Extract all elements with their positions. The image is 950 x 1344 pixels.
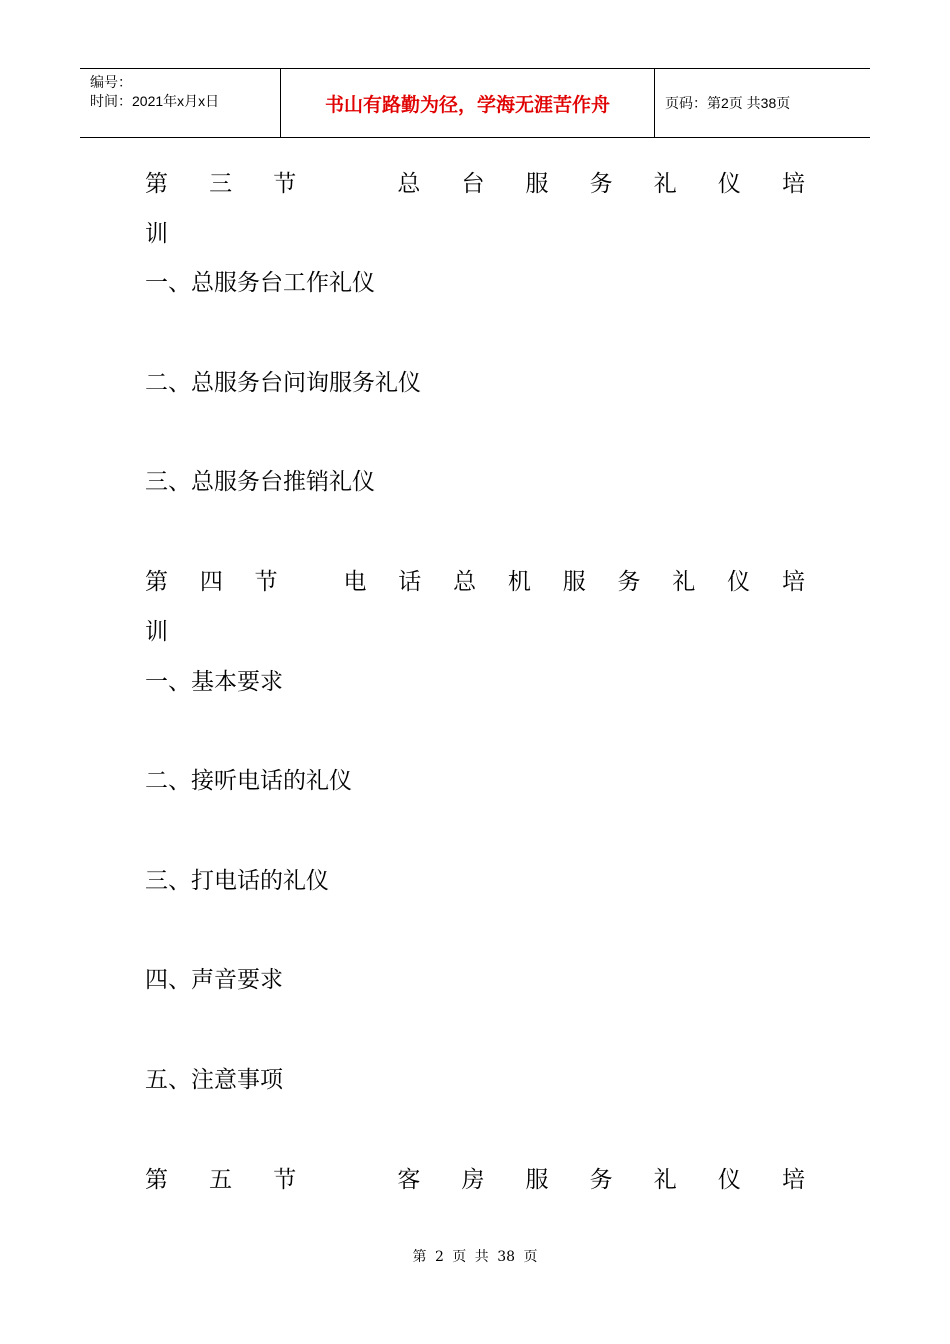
heading-char: 培	[781, 569, 805, 595]
section-5-heading	[145, 1165, 805, 1195]
serial-label: 编号：	[90, 74, 132, 90]
heading-char: 礼	[672, 569, 696, 595]
heading-char: 培	[781, 1167, 805, 1193]
heading-char: 机	[507, 569, 531, 595]
section-4-heading-wrap: 训	[145, 619, 168, 645]
heading-char: 服	[525, 171, 549, 197]
heading-char: 节	[273, 171, 297, 197]
section-3-item-2: 二、总服务台问询服务礼仪	[145, 370, 421, 396]
heading-char: 仪	[717, 171, 741, 197]
section-4-item-1: 一、基本要求	[145, 669, 283, 695]
time-label: 时间：2021年x月x日	[90, 93, 220, 109]
section-4-item-5: 五、注意事项	[145, 1067, 283, 1093]
section-3-heading-wrap: 训	[145, 221, 168, 247]
section-3-item-1: 一、总服务台工作礼仪	[145, 270, 375, 296]
heading-char: 服	[562, 569, 586, 595]
heading-char: 台	[461, 171, 485, 197]
heading-char: 房	[461, 1167, 485, 1193]
heading-char: 仪	[717, 1167, 741, 1193]
heading-char: 话	[398, 569, 422, 595]
heading-char: 务	[589, 171, 613, 197]
heading-char: 总	[453, 569, 477, 595]
heading-char: 三	[209, 171, 233, 197]
heading-char: 第	[145, 569, 168, 595]
heading-char: 节	[254, 569, 278, 595]
heading-char: 务	[617, 569, 641, 595]
section-4-item-4: 四、声音要求	[145, 967, 283, 993]
section-4-heading	[145, 567, 805, 597]
heading-char: 第	[145, 171, 168, 197]
section-3-item-3: 三、总服务台推销礼仪	[145, 469, 375, 495]
heading-char: 仪	[727, 569, 751, 595]
header-motto: 书山有路勤为径，学海无涯苦作舟	[281, 69, 655, 137]
page-footer: 第 2 页 共 38 页	[412, 1249, 538, 1265]
heading-char: 五	[209, 1167, 233, 1193]
page-header	[80, 68, 870, 138]
heading-char: 电	[343, 569, 367, 595]
heading-char: 务	[589, 1167, 613, 1193]
heading-char: 四	[199, 569, 223, 595]
header-page-number: 页码：第2页 共38页	[665, 95, 791, 111]
section-4-item-3: 三、打电话的礼仪	[145, 868, 329, 894]
heading-char: 服	[525, 1167, 549, 1193]
header-meta	[80, 69, 281, 137]
heading-char: 总	[397, 171, 421, 197]
heading-char: 客	[397, 1167, 421, 1193]
section-3-heading	[145, 169, 805, 199]
heading-char: 节	[273, 1167, 297, 1193]
heading-char: 培	[781, 171, 805, 197]
heading-char: 第	[145, 1167, 168, 1193]
heading-char: 礼	[653, 1167, 677, 1193]
heading-char: 礼	[653, 171, 677, 197]
section-4-item-2: 二、接听电话的礼仪	[145, 768, 352, 794]
